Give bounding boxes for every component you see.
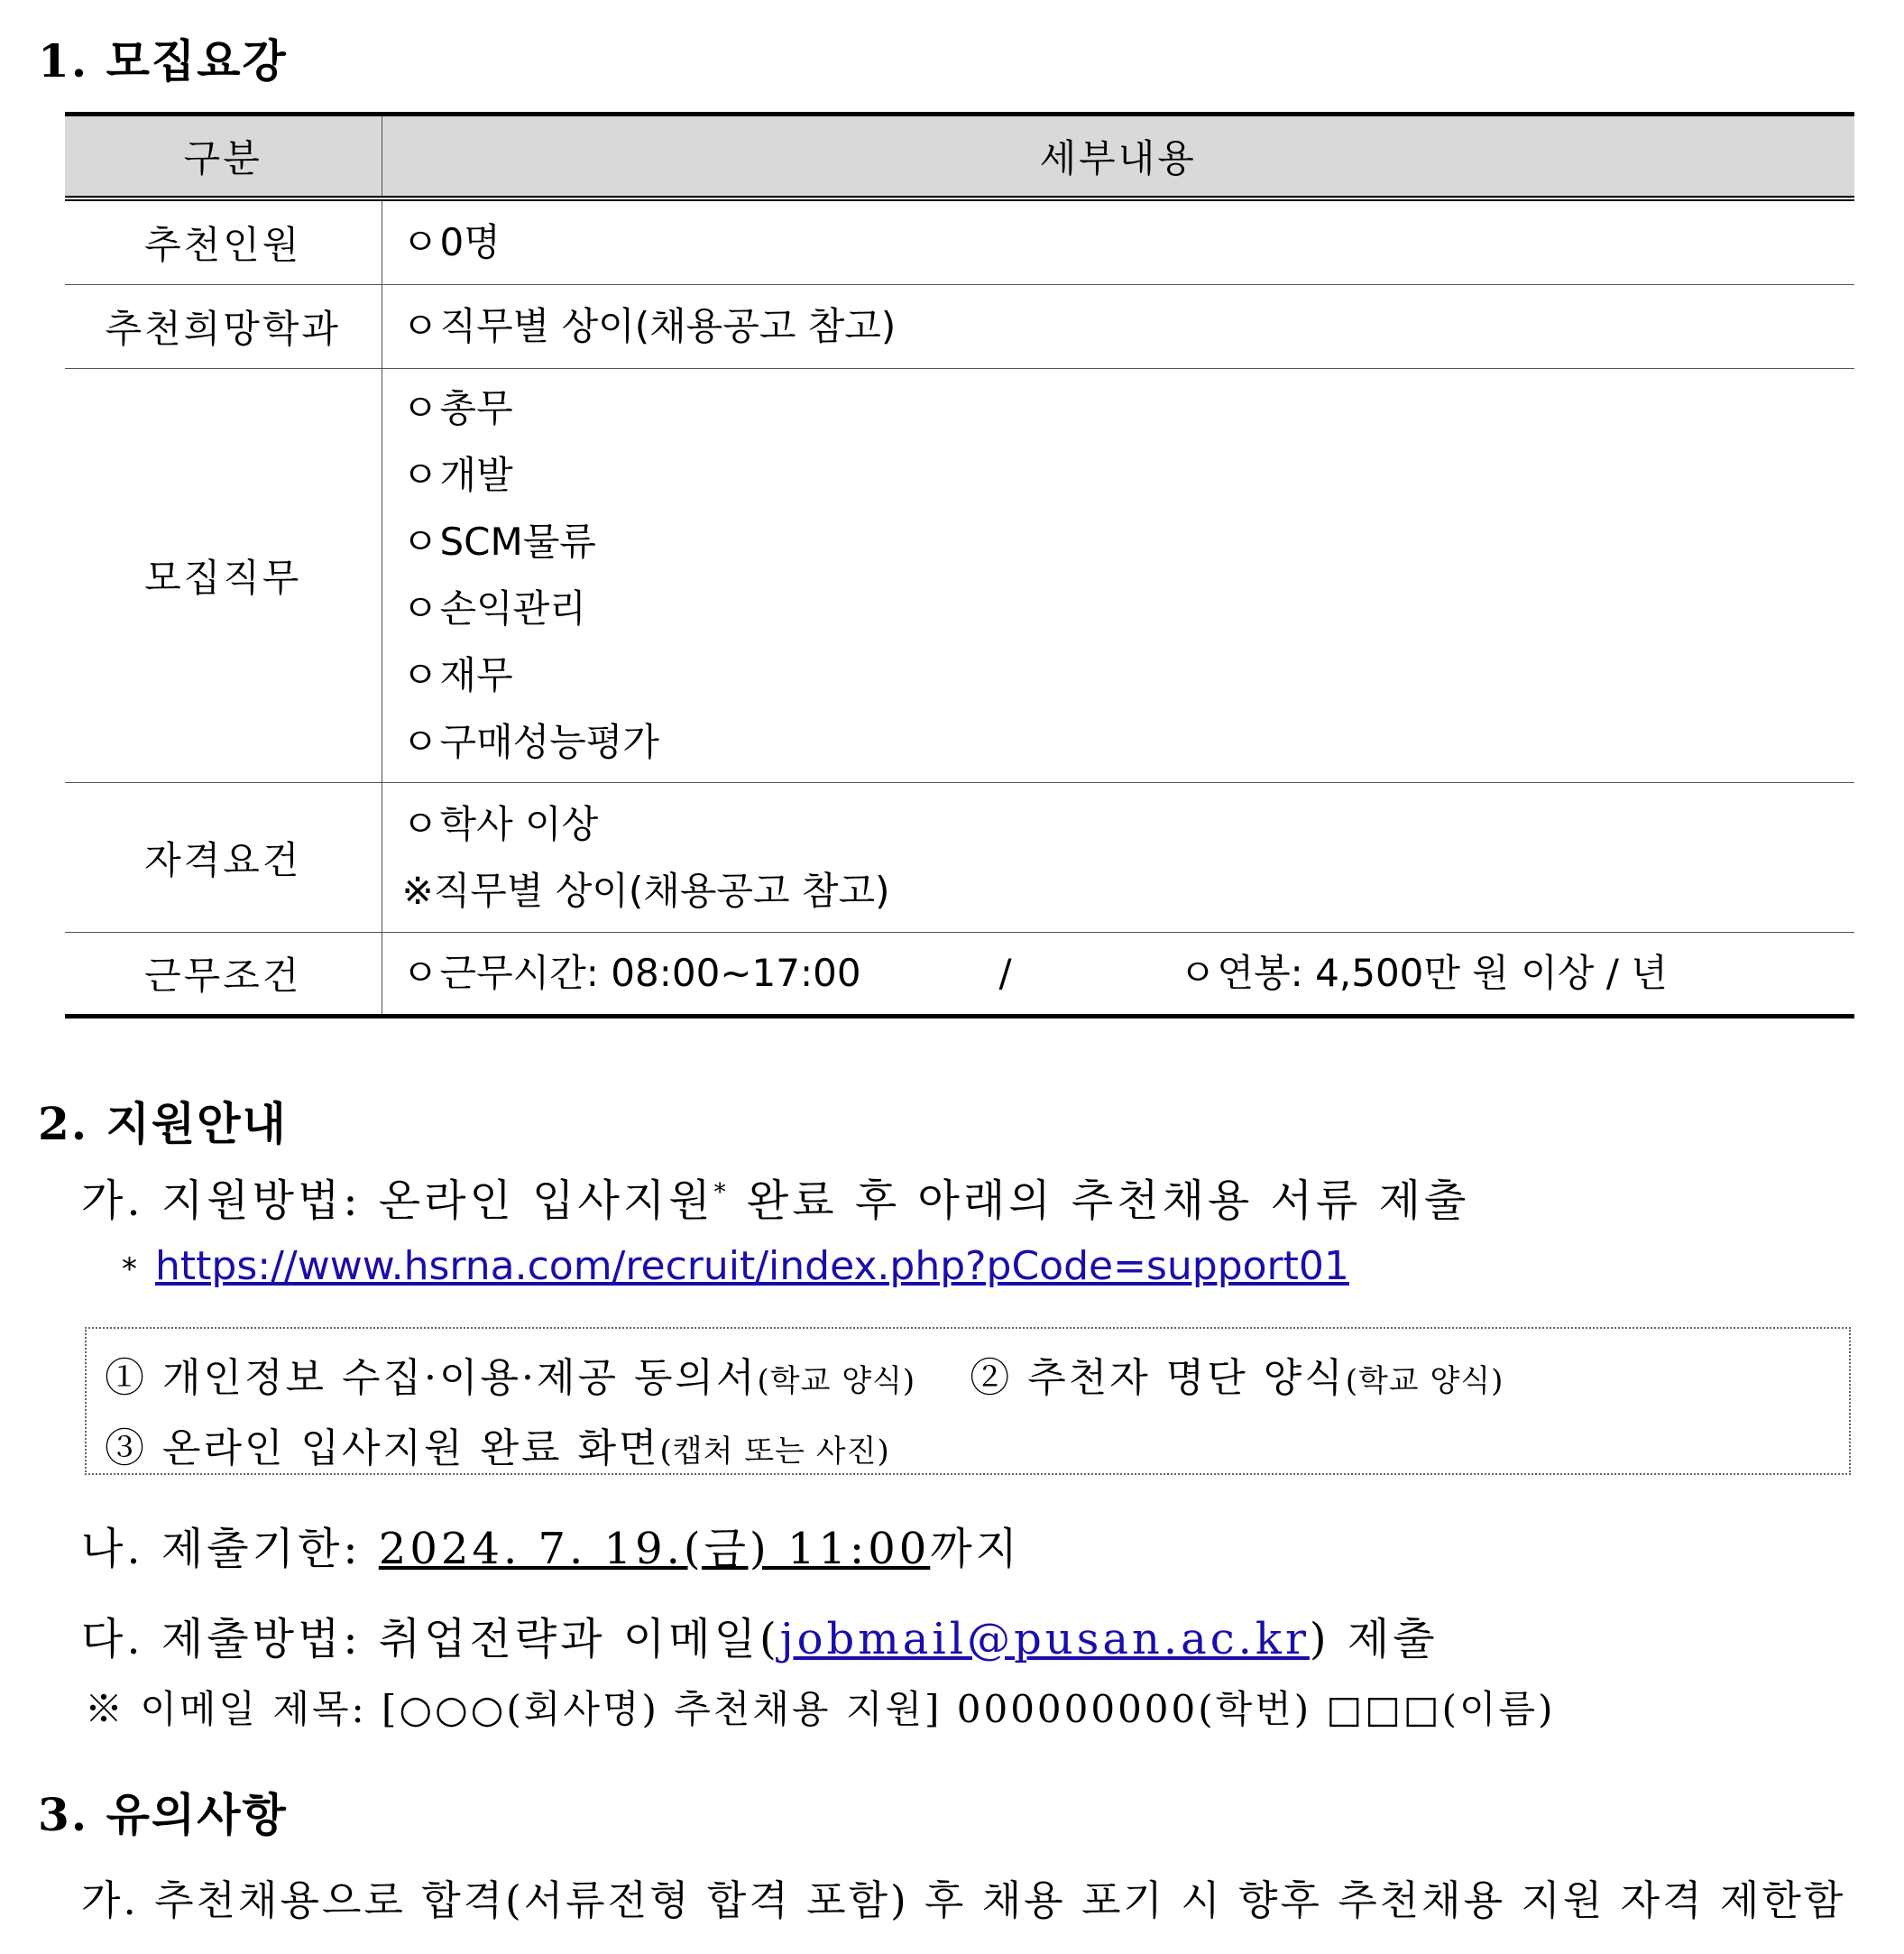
bullet-icon: ㅇ xyxy=(401,586,439,631)
submission-method: 다. 제출방법: 취업전략과 이메일(jobmail@pusan.ac.kr) 제출 xyxy=(81,1614,1439,1664)
section-title-cautions: 3. 유의사항 xyxy=(38,1788,288,1841)
bullet-icon: ㅇ xyxy=(401,801,439,846)
list-item xyxy=(402,940,1855,1007)
row-content-qualification xyxy=(382,783,1854,933)
row-content-recommend-dept xyxy=(382,285,1854,369)
table-row xyxy=(65,783,1854,933)
table-row xyxy=(65,933,1854,1017)
section-title-application: 2. 지원안내 xyxy=(38,1097,288,1150)
salary: 연봉: 4,500만 원 이상 / 년 xyxy=(1217,951,1668,995)
caution-item: 가. 추천채용으로 합격(서류전형 합격 포함) 후 채용 포기 시 향후 추천채용 지원 자격 제한함 xyxy=(81,1876,1846,1924)
apply-link-line xyxy=(122,1243,1349,1289)
row-label-qualification: 자격요건 xyxy=(65,783,382,933)
row-content-recommend-count xyxy=(382,198,1854,285)
conditions-separator: / xyxy=(998,951,1012,995)
list-item: ㅇ총무 xyxy=(402,375,1855,442)
recruitment-table xyxy=(65,112,1854,1018)
email-subject-note: ※ 이메일 제목: [○○○(회사명) 추천채용 지원] 000000000(학번) □□□(이름) xyxy=(85,1687,1556,1731)
row-label-conditions: 근무조건 xyxy=(65,933,382,1017)
list-item: ㅇ손익관리 xyxy=(402,576,1855,642)
row-content-conditions xyxy=(382,933,1854,1017)
row-label-recommend-count: 추천인원 xyxy=(65,198,382,285)
work-hours: 근무시간: 08:00~17:00 xyxy=(439,951,861,995)
list-item: ㅇ0명 xyxy=(402,209,1855,276)
deadline-date: 2024. 7. 19.(금) 11:00 xyxy=(378,1524,931,1574)
email-link[interactable]: jobmail@pusan.ac.kr xyxy=(779,1614,1310,1664)
list-item: ㅇ재무 xyxy=(402,642,1855,709)
header-details: 세부내용 xyxy=(382,115,1854,199)
bullet-icon: ㅇ xyxy=(401,520,439,564)
required-document-line: ③ 온라인 입사지원 완료 화면(캡처 또는 사진) xyxy=(105,1425,890,1471)
required-document-line: ① 개인정보 수집·이용·제공 동의서(학교 양식) ② 추천자 명단 양식(학교 양식) xyxy=(105,1355,1504,1401)
row-content-positions xyxy=(382,369,1854,783)
bullet-icon: ㅇ xyxy=(401,453,439,497)
section-title-recruitment: 1. 모집요강 xyxy=(38,34,288,88)
header-category: 구분 xyxy=(65,115,382,199)
qualification-note: ※직무별 상이(채용공고 참고) xyxy=(401,868,890,913)
row-label-positions: 모집직무 xyxy=(65,369,382,783)
table-row xyxy=(65,198,1854,285)
apply-url-link[interactable]: https://www.hsrna.com/recruit/index.php?pCode=support01 xyxy=(155,1243,1349,1289)
bullet-icon: ㅇ xyxy=(401,653,439,697)
bullet-icon: ㅇ xyxy=(401,951,439,995)
bullet-icon: ㅇ xyxy=(401,720,439,764)
list-item: ㅇ직무별 상이(채용공고 참고) xyxy=(402,293,1855,360)
table-row xyxy=(65,369,1854,783)
footnote-marker: * xyxy=(122,1251,137,1287)
row-label-recommend-dept: 추천희망학과 xyxy=(65,285,382,369)
table-row xyxy=(65,285,1854,369)
list-item: ㅇ개발 xyxy=(402,442,1855,509)
required-documents-box xyxy=(85,1327,1851,1475)
bullet-icon: ㅇ xyxy=(1179,951,1217,995)
bullet-icon: ㅇ xyxy=(401,220,439,264)
apply-method: 가. 지원방법: 온라인 입사지원* 완료 후 아래의 추천채용 서류 제출 xyxy=(81,1175,1470,1226)
table-header-row xyxy=(65,115,1854,199)
bullet-icon: ㅇ xyxy=(401,386,439,430)
list-item: ㅇ구매성능평가 xyxy=(402,709,1855,776)
list-item: ㅇSCM물류 xyxy=(402,509,1855,576)
list-item: ㅇ학사 이상 xyxy=(402,791,1855,858)
bullet-icon: ㅇ xyxy=(401,304,439,348)
submission-deadline: 나. 제출기한: 2024. 7. 19.(금) 11:00까지 xyxy=(81,1524,1022,1574)
